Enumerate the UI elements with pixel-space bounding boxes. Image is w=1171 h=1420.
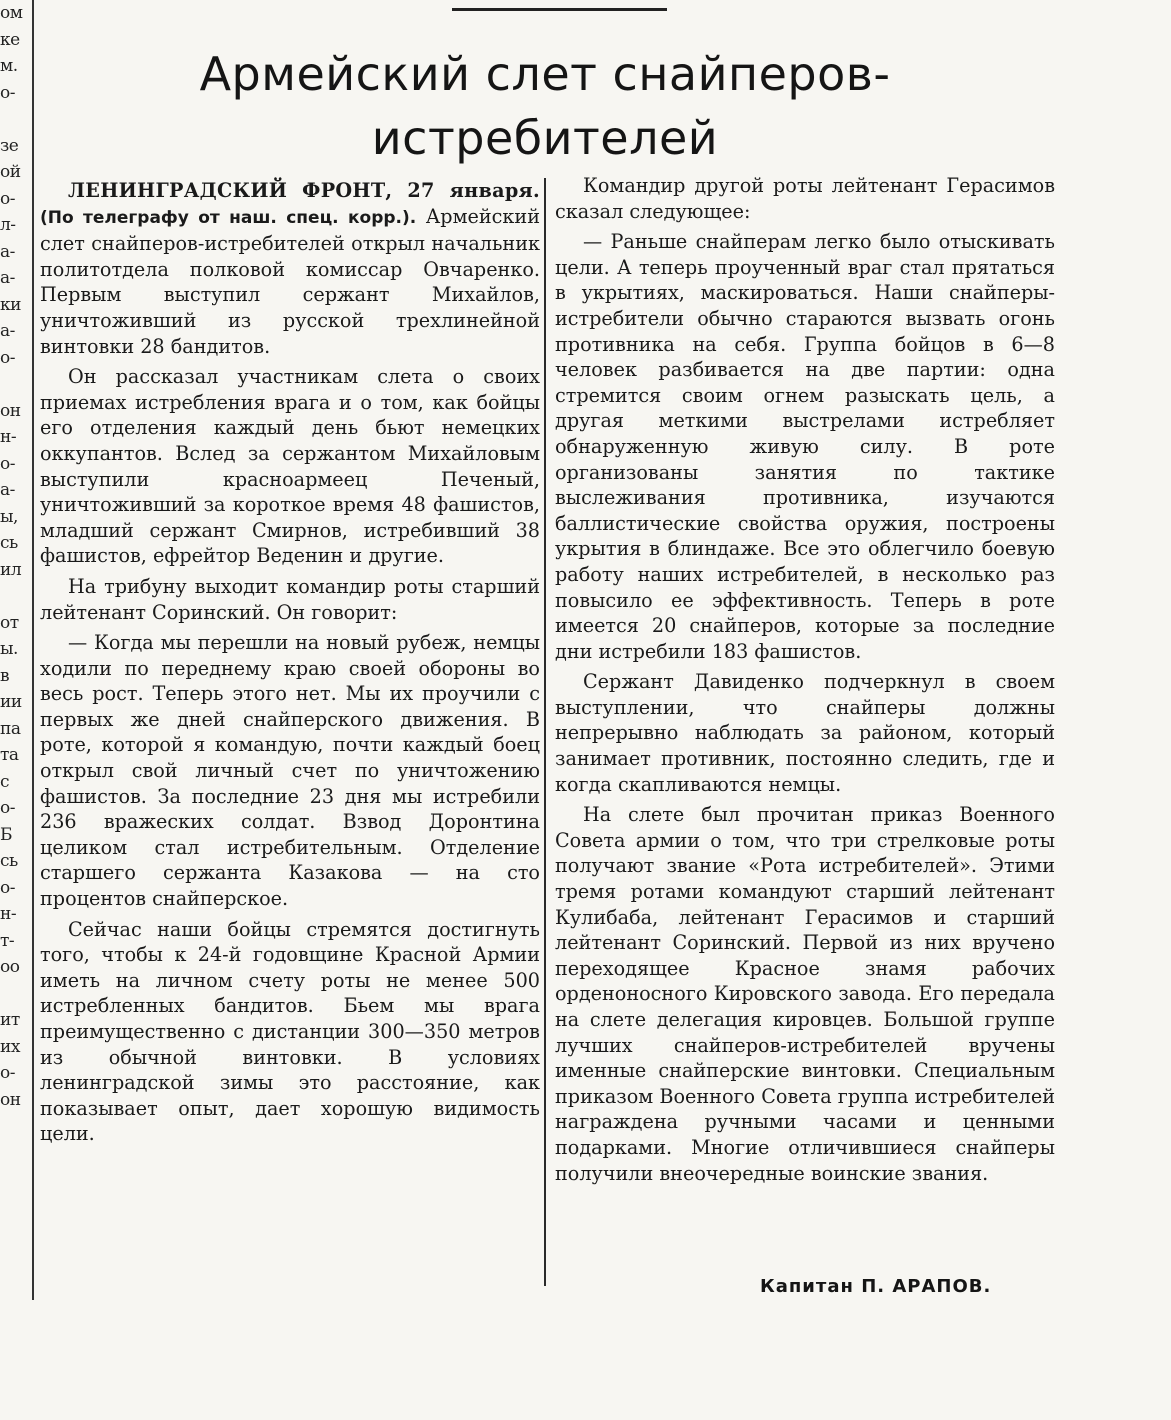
edge-fragment-line: ии: [0, 692, 22, 712]
edge-fragment-line: ой: [0, 162, 21, 182]
edge-fragment-line: о-: [0, 188, 15, 209]
article-paragraph: Он рассказал участникам слета о своих приемах истребления врага и о том, как бойцы его отделения каждый день бьют немецких оккупантов. Вслед за сержантом Михайловым выступили красноармеец Печеный, уничтоживший за короткое время 48 фашистов, младший сержант Смирнов, истребивший 38 фашистов, ефрейтор Веденин и другие.: [40, 365, 540, 568]
article-paragraph: — Раньше снайперам легко было отыскивать цели. А теперь проученный враг стал прятаться в укрытиях, маскироваться. Наши снайперы-истребители обычно стараются вызвать огонь противника на себя. Группа бойцов в 6—8 человек разбивается на две партии: одна стремится своим огнем разыскать цель, а другая меткими выстрелами истребляет обнаруженную живую силу. В роте организованы занятия по тактике выслеживания противника, изучаются баллистические свойства оружия, построены укрытия в блиндаже. Все это облегчило боевую работу наших истребителей, в несколько раз повысило ее эффективность. Теперь в роте имеется 20 снайперов, которые за последние дни истребили 183 фашистов.: [555, 230, 1055, 663]
edge-fragment-line: от: [0, 612, 19, 633]
edge-fragment-line: [0, 981, 26, 1008]
edge-fragment-line: [0, 106, 26, 133]
edge-fragment-line: ил: [0, 559, 22, 580]
edge-fragment-line: о-: [0, 1063, 15, 1083]
lead-paragraph: [40, 178, 540, 359]
edge-fragment-line: зе: [0, 135, 19, 156]
adjacent-column-fragment: [0, 0, 26, 1150]
edge-fragment-line: а-: [0, 268, 15, 288]
edge-fragment-line: о-: [0, 347, 15, 368]
article-column-right: [555, 173, 1055, 1186]
article-column-left: [40, 178, 540, 1147]
edge-fragment-line: а-: [0, 321, 15, 341]
source-credit: (По телеграфу от наш. спец. корр.).: [40, 207, 417, 228]
edge-fragment-line: он: [0, 400, 21, 421]
edge-fragment-line: та: [0, 745, 19, 765]
edge-fragment-line: о-: [0, 453, 15, 474]
article-paragraph: — Когда мы перешли на новый рубеж, немцы ходили по переднему краю своей обороны во весь рост. Теперь этого нет. Мы их проучили с первых же дней снайперского движения. В роте, которой я командую, почти каждый боец открыл свой личный счет по уничтожению фашистов. За последние 23 дня мы истребили 236 вражеских солдат. Взвод Доронтина целиком стал истребительным. Отделение старшего сержанта Казакова — на сто процентов снайперское.: [40, 631, 540, 911]
author-signature: Капитан П. АРАПОВ.: [760, 1276, 992, 1297]
edge-fragment-line: Б: [0, 824, 12, 845]
lead-text: Армейский слет снайперов-истребителей открыл начальник политотдела полковой комиссар Овчаренко. Первым выступил сержант Михайлов, уничтоживший из русской трехлинейной винтовки 28 бандитов.: [40, 204, 540, 358]
article-paragraph: Командир другой роты лейтенант Герасимов сказал следующее:: [555, 174, 1055, 223]
edge-fragment-line: т-: [0, 930, 15, 951]
edge-fragment-line: па: [0, 718, 21, 739]
edge-fragment-line: ки: [0, 294, 21, 315]
dateline: ЛЕНИНГРАДСКИЙ ФРОНТ, 27 января.: [68, 179, 540, 202]
edge-fragment-line: их: [0, 1036, 20, 1057]
edge-fragment-line: сь: [0, 851, 18, 871]
edge-fragment-line: ы,: [0, 506, 18, 527]
edge-fragment-line: н-: [0, 904, 17, 924]
article-headline: Армейский слет снайперов-истребителей: [199, 47, 891, 165]
edge-fragment-line: [0, 371, 26, 398]
article-paragraph: Сейчас наши бойцы стремятся достигнуть того, чтобы к 24-й годовщине Красной Армии иметь на личном счету роты не менее 500 истребленных бандитов. Бьем мы врага преимущественно с дистанции 300—350 метров из обычной винтовки. В условиях ленинградской зимы это расстояние, как показывает опыт, дает хорошую видимость цели.: [40, 917, 540, 1146]
edge-fragment-line: он: [0, 1089, 21, 1110]
edge-fragment-line: н-: [0, 427, 17, 447]
edge-fragment-line: ом: [0, 3, 23, 23]
edge-fragment-line: л-: [0, 215, 16, 235]
edge-fragment-line: о-: [0, 82, 15, 103]
article-paragraph: На слете был прочитан приказ Военного Совета армии о том, что три стрелковые роты получают звание «Рота истребителей». Этими тремя ротами командуют старший лейтенант Кулибаба, лейтенант Герасимов и старший лейтенант Соринский. Первой из них вручено переходящее Красное знамя рабочих орденоносного Кировского завода. Его передала на слете делегация кировцев. Большой группе лучших снайперов-истребителей вручены именные снайперские винтовки. Специальным приказом Военного Совета группа истребителей награждена ручными часами и ценными подарками. Многие отличившиеся снайперы получили внеочередные воинские звания.: [555, 803, 1055, 1185]
edge-fragment-line: м.: [0, 56, 18, 76]
edge-fragment-line: с: [0, 771, 10, 792]
article-paragraph: На трибуну выходит командир роты старший лейтенант Соринский. Он говорит:: [40, 574, 540, 624]
edge-fragment-line: оо: [0, 957, 20, 977]
left-column-rule: [32, 0, 34, 1300]
edge-fragment-line: ы.: [0, 639, 18, 659]
edge-fragment-line: о-: [0, 798, 15, 818]
edge-fragment-line: сь: [0, 533, 18, 553]
edge-fragment-line: ке: [0, 29, 20, 50]
edge-fragment-line: [0, 583, 26, 610]
column-divider: [544, 178, 546, 1286]
edge-fragment-line: а-: [0, 241, 15, 262]
article-paragraph: Сержант Давиденко подчеркнул в своем выступлении, что снайперы должны непрерывно наблюдать за районом, который занимает противник, постоянно следить, где и когда скапливаются немцы.: [555, 670, 1055, 796]
edge-fragment-line: о-: [0, 877, 15, 898]
edge-fragment-line: а-: [0, 480, 15, 500]
edge-fragment-line: в: [0, 665, 10, 686]
top-rule: [452, 8, 667, 11]
edge-fragment-line: ит: [0, 1010, 20, 1030]
